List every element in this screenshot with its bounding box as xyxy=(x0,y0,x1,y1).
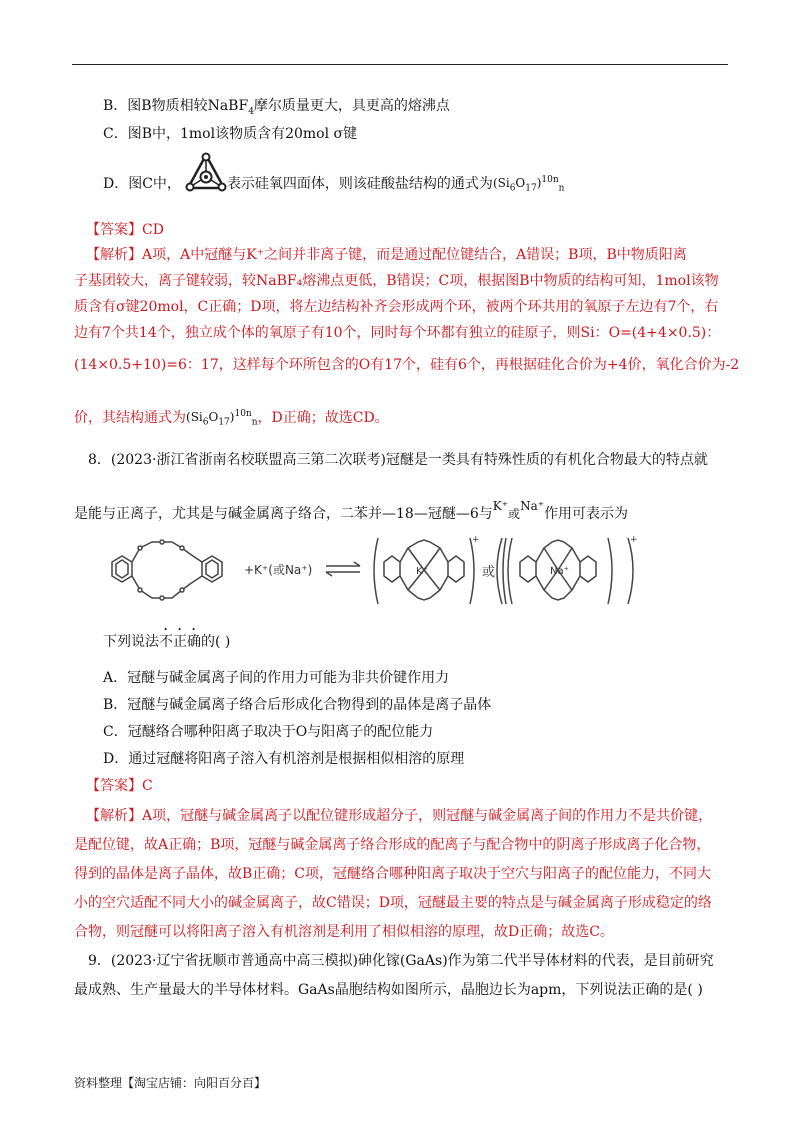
analysis-q8-line-2: 是配位键，故A正确；B项，冠醚与碱金属离子络合形成的配离子与配合物中的阴离子形成离子化合物， xyxy=(74,837,711,853)
crown-ether-scheme xyxy=(100,532,660,616)
analysis-q7-line-5: (14×0.5+10)=6：17，这样每个环所包含的O有17个，硅有6个，再根据硅化合价为+4价，氧化合价为-2 xyxy=(74,357,740,373)
scheme-or-label: 或 xyxy=(482,565,496,580)
header-rule xyxy=(72,64,728,65)
footer-source: 资料整理【淘宝店铺：向阳百分百】 xyxy=(74,1076,267,1090)
question-8-line-1: 8．(2023·浙江省浙南名校联盟高三第二次联考)冠醚是一类具有特殊性质的有机化合物最大的特点就 xyxy=(88,452,708,468)
scheme-plus-label: +K⁺(或Na⁺) xyxy=(244,563,313,577)
question-9-line-1: 9．(2023·辽宁省抚顺市普通高中高三模拟)砷化镓(GaAs)作为第二代半导体材料的代表，是目前研究 xyxy=(88,953,714,969)
analysis-q7-line-6: 价，其结构通式为$(Si_6O_{17})^{10n}_n$，D正确；故选CD。 xyxy=(74,409,389,428)
svg-text:+: + xyxy=(630,535,638,545)
analysis-q8-line-4: 小的空穴适配不同大小的碱金属离子，故C错误；D项，冠醚最主要的特点是与碱金属离子形成稳定的络 xyxy=(74,895,712,911)
analysis-q8-line-1: 【解析】A项，冠醚与碱金属离子以配位键形成超分子，则冠醚与碱金属离子间的作用力不是共价键， xyxy=(86,808,713,824)
option-b-q7: B．图B物质相较NaBF$_4$摩尔质量更大，具更高的熔沸点 xyxy=(103,98,450,117)
q8-option-a: A．冠醚与碱金属离子间的作用力可能为非共价键作用力 xyxy=(103,670,450,686)
answer-q7: 【答案】CD xyxy=(86,222,164,238)
silicate-tetrahedron-icon xyxy=(184,152,228,192)
question-8-prompt: 下列说法不正确的( ) xyxy=(103,634,231,650)
question-8-line-2: 是能与正离子，尤其是与碱金属离子络合，二苯并—18—冠醚—6与K⁺或Na⁺作用可表示为 xyxy=(74,499,629,522)
analysis-q8-line-5: 合物，则冠醚可以将阳离子溶入有机溶剂是利用了相似相溶的原理，故D正确；故选C。 xyxy=(74,924,614,940)
q8-option-d: D．通过冠醚将阳离子溶入有机溶剂是根据相似相溶的原理 xyxy=(103,751,465,767)
analysis-q7-line-3: 质含有σ键20mol，C正确；D项，将左边结构补齐会形成两个环，被两个环共用的氧原子左边有7个，右 xyxy=(74,299,719,315)
answer-q8: 【答案】C xyxy=(86,778,153,794)
scheme-na-label: Na⁺ xyxy=(550,566,569,577)
analysis-q7-line-4: 边有7个共14个，独立成个体的氧原子有10个，同时每个环都有独立的硅原子，则Si：O=(4+4×0.5)： xyxy=(74,325,721,341)
silicate-formula: $(Si_6O_{17})^{10n}_n$ xyxy=(492,175,565,194)
option-c-q7: C．图B中，1mol该物质含有20mol σ键 xyxy=(103,126,358,142)
svg-text:+: + xyxy=(472,535,480,545)
analysis-q8-line-3: 得到的晶体是离子晶体，故B正确；C项，冠醚络合哪种阳离子取决于空穴与阳离子的配位能力，不同大 xyxy=(74,866,711,882)
option-d-q7: D．图C中， 表示硅氧四面体，则该硅酸盐结构的通式为$(Si_6O_{17})^{10n}_n$ xyxy=(103,170,564,198)
analysis-q7-line-1: 【解析】A项，A中冠醚与K⁺之间并非离子键，而是通过配位键结合，A错误；B项，B中物质阳离 xyxy=(86,247,687,263)
question-9-line-2: 最成熟、生产量最大的半导体材料。GaAs晶胞结构如图所示，晶胞边长为apm，下列说法正确的是( ) xyxy=(74,982,703,998)
scheme-k-label: K⁺ xyxy=(416,566,428,577)
q8-option-c: C．冠醚络合哪种阳离子取决于O与阳离子的配位能力 xyxy=(103,724,434,740)
analysis-q7-line-2: 子基团较大，离子键较弱，较NaBF₄熔沸点更低，B错误；C项，根据图B中物质的结构可知，1mol该物 xyxy=(74,273,719,289)
q8-option-b: B．冠醚与碱金属离子络合后形成化合物得到的晶体是离子晶体 xyxy=(103,697,492,713)
